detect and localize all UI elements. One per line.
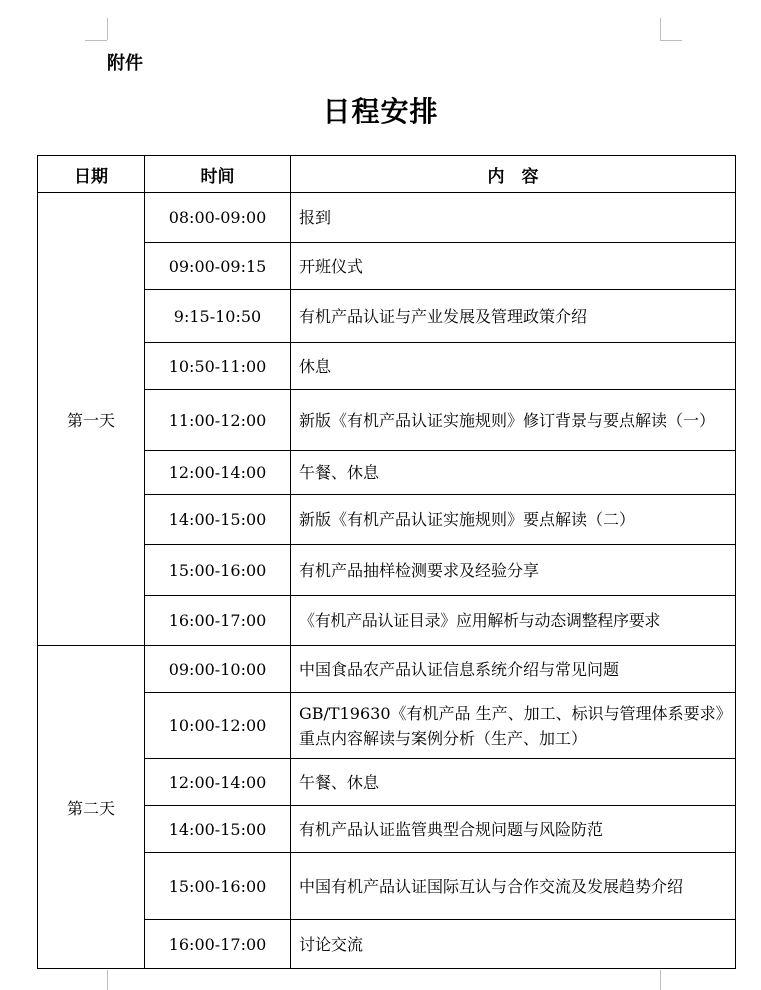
- session-content: GB/T19630《有机产品 生产、加工、标识与管理体系要求》重点内容解读与案例分析（生产、加工）: [291, 693, 736, 759]
- session-time: 15:00-16:00: [145, 853, 291, 920]
- session-time: 08:00-09:00: [145, 193, 291, 243]
- session-time: 10:50-11:00: [145, 343, 291, 390]
- session-content: 午餐、休息: [291, 759, 736, 806]
- table-row: [38, 193, 736, 243]
- session-content: 中国食品农产品认证信息系统介绍与常见问题: [291, 646, 736, 693]
- day-label: 第二天: [38, 646, 145, 969]
- header-date: 日期: [38, 156, 145, 193]
- session-time: 09:00-10:00: [145, 646, 291, 693]
- session-content: 《有机产品认证目录》应用解析与动态调整程序要求: [291, 596, 736, 646]
- header-content: 内 容: [291, 156, 736, 193]
- session-time: 09:00-09:15: [145, 243, 291, 290]
- crop-mark-top-left-v: [107, 18, 108, 40]
- session-content: 报到: [291, 193, 736, 243]
- crop-mark-top-right-v: [660, 18, 661, 40]
- session-content: 新版《有机产品认证实施规则》修订背景与要点解读（一）: [291, 390, 736, 451]
- crop-mark-top-left-h: [85, 40, 107, 41]
- header-time: 时间: [145, 156, 291, 193]
- page-title: 日程安排: [322, 95, 439, 128]
- crop-mark-bottom-right-v: [660, 970, 661, 990]
- session-content: 讨论交流: [291, 920, 736, 969]
- session-content: 有机产品认证监管典型合规问题与风险防范: [291, 806, 736, 853]
- session-time: 10:00-12:00: [145, 693, 291, 759]
- session-content: 中国有机产品认证国际互认与合作交流及发展趋势介绍: [291, 853, 736, 920]
- session-time: 16:00-17:00: [145, 596, 291, 646]
- table-header-row: [38, 156, 736, 193]
- session-time: 12:00-14:00: [145, 759, 291, 806]
- session-content: 午餐、休息: [291, 451, 736, 495]
- crop-mark-top-right-h: [660, 40, 682, 41]
- session-time: 9:15-10:50: [145, 290, 291, 343]
- attachment-label: 附件: [107, 53, 143, 74]
- session-time: 16:00-17:00: [145, 920, 291, 969]
- session-time: 11:00-12:00: [145, 390, 291, 451]
- session-content: 休息: [291, 343, 736, 390]
- day-label: 第一天: [38, 193, 145, 646]
- session-content: 有机产品认证与产业发展及管理政策介绍: [291, 290, 736, 343]
- crop-mark-bottom-left-v: [107, 970, 108, 990]
- session-time: 14:00-15:00: [145, 495, 291, 545]
- session-content: 新版《有机产品认证实施规则》要点解读（二）: [291, 495, 736, 545]
- table-row: [38, 646, 736, 693]
- schedule-table: [37, 155, 736, 969]
- session-time: 12:00-14:00: [145, 451, 291, 495]
- session-content: 开班仪式: [291, 243, 736, 290]
- session-content: 有机产品抽样检测要求及经验分享: [291, 545, 736, 596]
- session-time: 14:00-15:00: [145, 806, 291, 853]
- session-time: 15:00-16:00: [145, 545, 291, 596]
